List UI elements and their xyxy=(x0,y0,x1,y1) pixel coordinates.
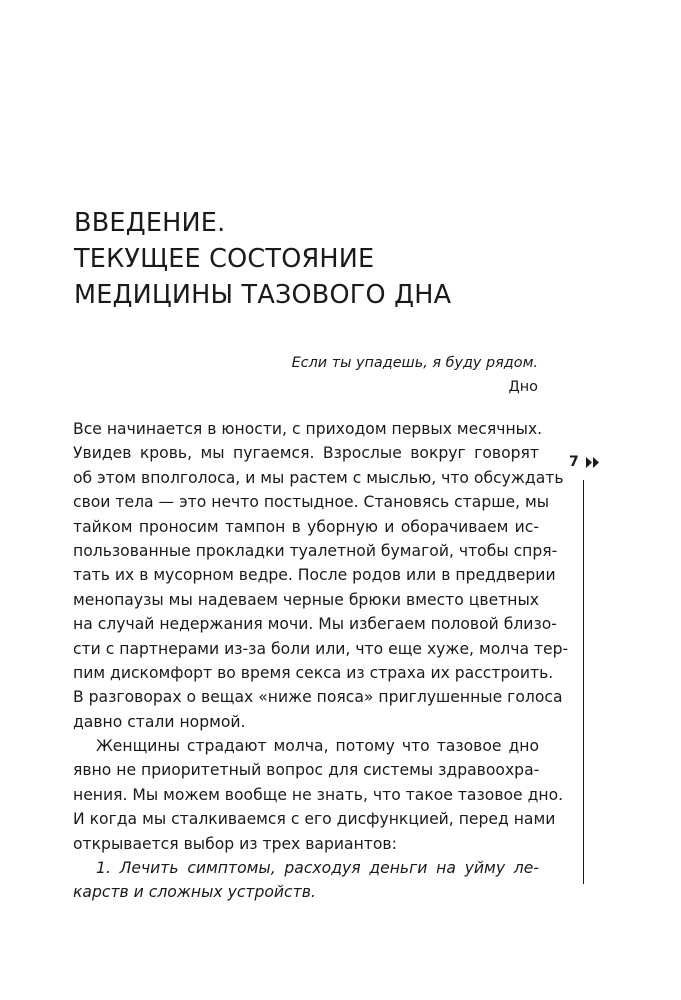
text-line: тать их в мусорном ведре. После родов или в преддверии xyxy=(73,566,556,585)
text-line: сти с партнерами из-за боли или, что еще хуже, молча тер- xyxy=(73,639,569,658)
epigraph-author: Дно xyxy=(508,379,538,395)
epigraph-quote: Если ты упадешь, я буду рядом. xyxy=(291,355,538,371)
text-line: Женщины страдают молча, потому что тазовое дно xyxy=(96,737,539,756)
chapter-title-line: ВВЕДЕНИЕ. xyxy=(74,208,226,238)
text-line: пользованные прокладки туалетной бумагой, чтобы спря- xyxy=(73,541,558,560)
text-line: нения. Мы можем вообще не знать, что такое тазовое дно. xyxy=(73,785,564,804)
text-line: тайком проносим тампон в уборную и оборачиваем ис- xyxy=(73,517,539,536)
body-text xyxy=(73,417,569,905)
text-line: В разговорах о вещах «ниже пояса» приглушенные голоса xyxy=(73,688,563,707)
text-line: Увидев кровь, мы пугаемся. Взрослые вокруг говорят xyxy=(73,444,539,463)
margin-rule xyxy=(583,480,584,884)
text-line: И когда мы сталкиваемся с его дисфункцией, перед нами xyxy=(73,810,556,829)
double-chevron-right-icon xyxy=(586,457,600,468)
text-line: открывается выбор из трех вариантов: xyxy=(73,834,397,853)
text-line: менопаузы мы надеваем черные брюки вместо цветных xyxy=(73,590,539,609)
text-line: свои тела — это нечто постыдное. Становясь старше, мы xyxy=(73,493,550,512)
chapter-title xyxy=(74,205,451,313)
text-line: давно стали нормой. xyxy=(73,712,246,731)
text-line: на случай недержания мочи. Мы избегаем половой близо- xyxy=(73,615,557,634)
chapter-title-line: МЕДИЦИНЫ ТАЗОВОГО ДНА xyxy=(74,280,452,310)
list-item-line: карств и сложных устройств. xyxy=(73,883,316,902)
page-number: 7 xyxy=(569,454,579,470)
epigraph xyxy=(292,351,538,399)
text-line: пим дискомфорт во время секса из страха их расстроить. xyxy=(73,663,554,682)
chapter-title-line: ТЕКУЩЕЕ СОСТОЯНИЕ xyxy=(74,244,375,274)
text-line: Все начинается в юности, с приходом первых месячных. xyxy=(73,420,543,438)
text-line: явно не приоритетный вопрос для системы здравоохра- xyxy=(73,761,540,780)
list-item-line: 1. Лечить симптомы, расходуя деньги на уйму ле- xyxy=(96,859,539,878)
text-line: об этом вполголоса, и мы растем с мыслью, что обсуждать xyxy=(73,468,564,487)
